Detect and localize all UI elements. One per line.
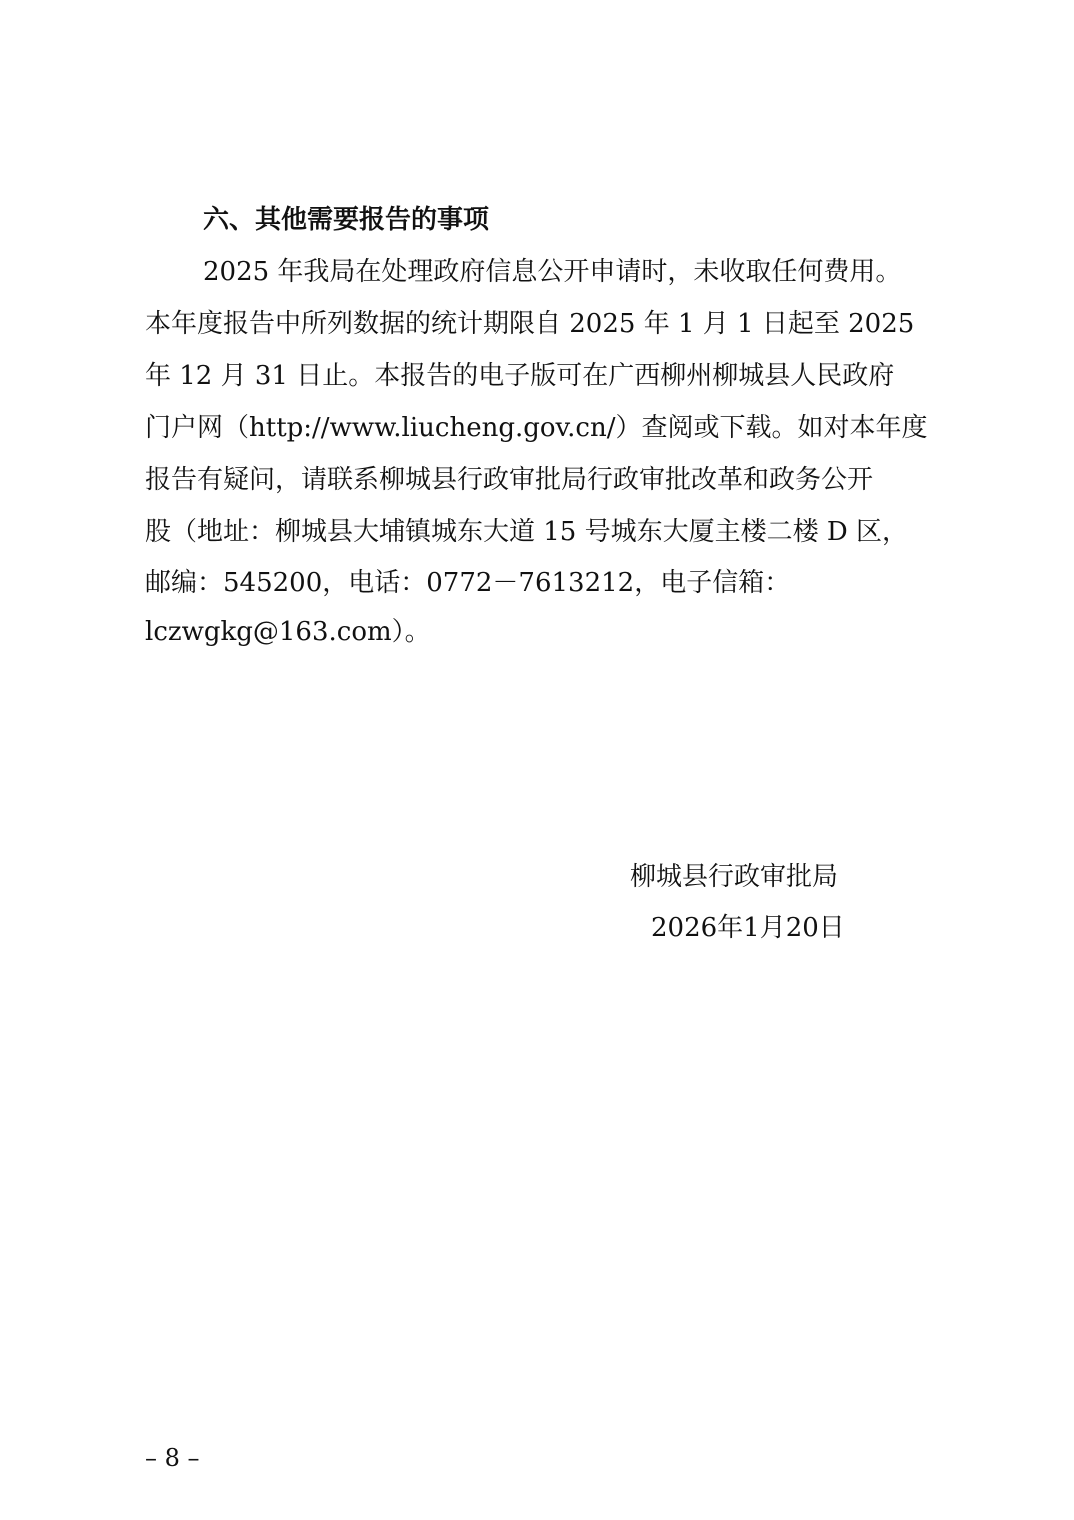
signature-date: 2026年1月20日 bbox=[651, 913, 845, 943]
section-heading: 六、其他需要报告的事项 bbox=[203, 205, 490, 235]
paragraph-line-1: 2025 年我局在处理政府信息公开申请时，未收取任何费用。 bbox=[203, 257, 902, 287]
paragraph-line-3: 年 12 月 31 日止。本报告的电子版可在广西柳州柳城县人民政府 bbox=[145, 361, 895, 391]
paragraph-line-7: 邮编：545200，电话：0772－7613212，电子信箱： bbox=[145, 568, 791, 598]
paragraph-line-5: 报告有疑问，请联系柳城县行政审批局行政审批改革和政务公开 bbox=[145, 465, 874, 495]
paragraph-line-8: lczwgkg@163.com）。 bbox=[145, 617, 431, 647]
paragraph-line-6: 股（地址：柳城县大埔镇城东大道 15 号城东大厦主楼二楼 D 区， bbox=[145, 517, 908, 547]
paragraph-line-2: 本年度报告中所列数据的统计期限自 2025 年 1 月 1 日起至 2025 bbox=[145, 309, 915, 339]
signature-organization: 柳城县行政审批局 bbox=[630, 862, 839, 892]
paragraph-line-4: 门户网（http://www.liucheng.gov.cn/）查阅或下载。如对本年度 bbox=[145, 413, 928, 443]
page-number: – 8 – bbox=[145, 1444, 200, 1472]
